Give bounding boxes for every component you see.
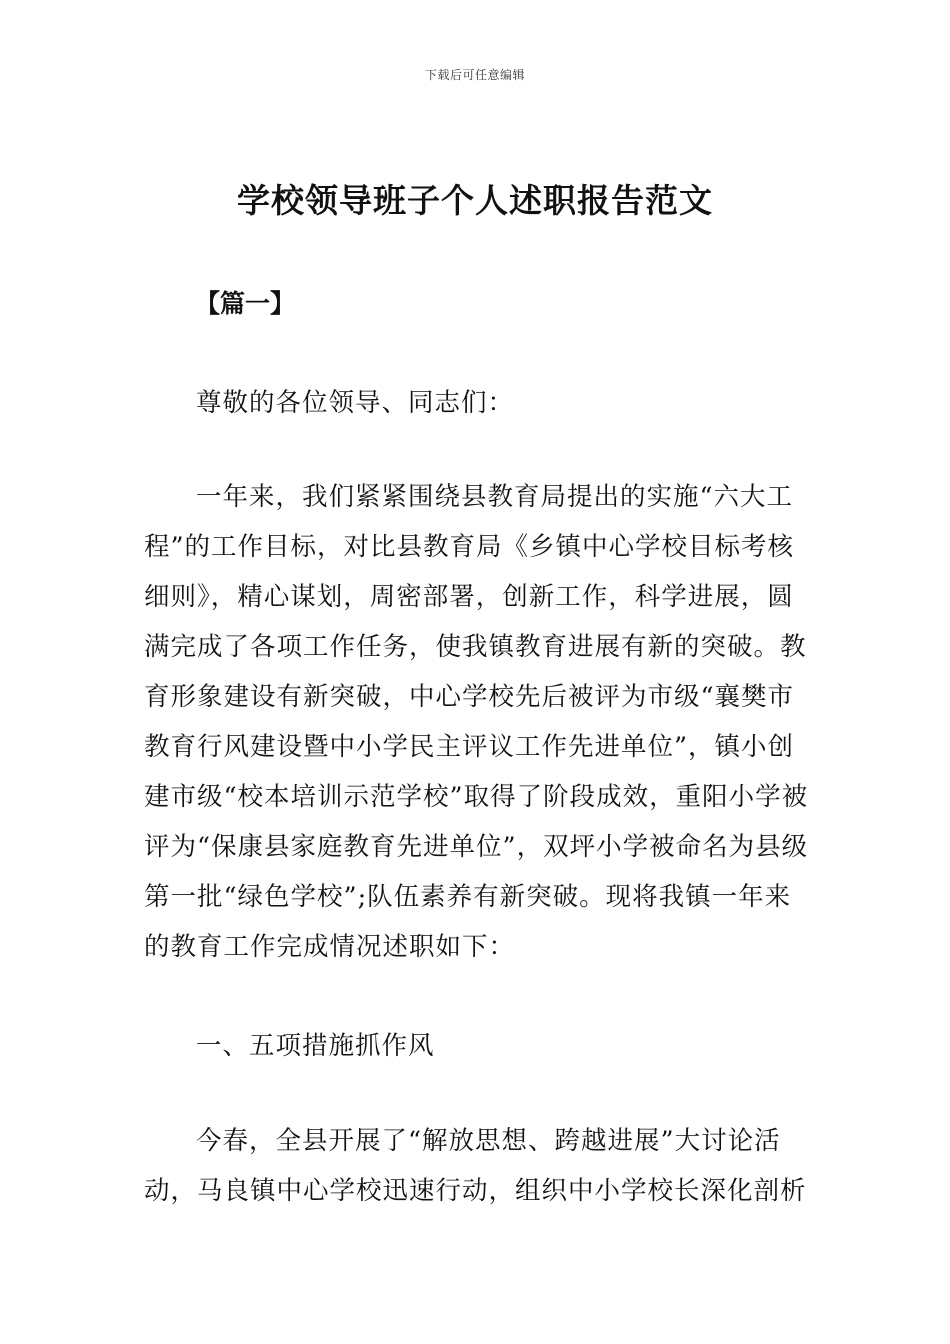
page-header-note: 下载后可任意编辑 bbox=[424, 68, 525, 82]
body-paragraph-1-text: 一年来，我们紧紧围绕县教育局提出的实施“六大工程”的工作目标，对比县教育局《乡镇中心学校目标考核细则》，精心谋划，周密部署，创新工作，科学进展，圆满完成了各项工作任务，使我镇教育进展有新的突破。教育形象建设有新突破，中心学校先后被评为市级“襄樊市教育行风建设暨中小学民主评议工作先进单位”，镇小创建市级“校本培训示范学校”取得了阶段成效，重阳小学被评为“保康县家庭教育先进单位”，双坪小学被命名为县级第一批“绿色学校”;队伍素养有新突破。现将我镇一年来的教育工作完成情况述职如下： bbox=[144, 482, 809, 962]
section-label: 【篇一】 bbox=[195, 289, 296, 318]
body-paragraph-2-text: 今春，全县开展了“解放思想、跨越进展”大讨论活动，马良镇中心学校迅速行动，组织中小学校长深化剖析 bbox=[144, 1126, 807, 1206]
body-paragraph-2 bbox=[144, 1116, 812, 1216]
body-paragraph-1 bbox=[144, 472, 812, 972]
salutation-paragraph bbox=[144, 378, 812, 428]
section-heading-1-text: 一、五项措施抓作风 bbox=[196, 1031, 435, 1061]
salutation-text: 尊敬的各位领导、同志们： bbox=[196, 388, 515, 418]
section-heading-1 bbox=[144, 1021, 812, 1071]
document-title: 学校领导班子个人述职报告范文 bbox=[237, 181, 713, 220]
